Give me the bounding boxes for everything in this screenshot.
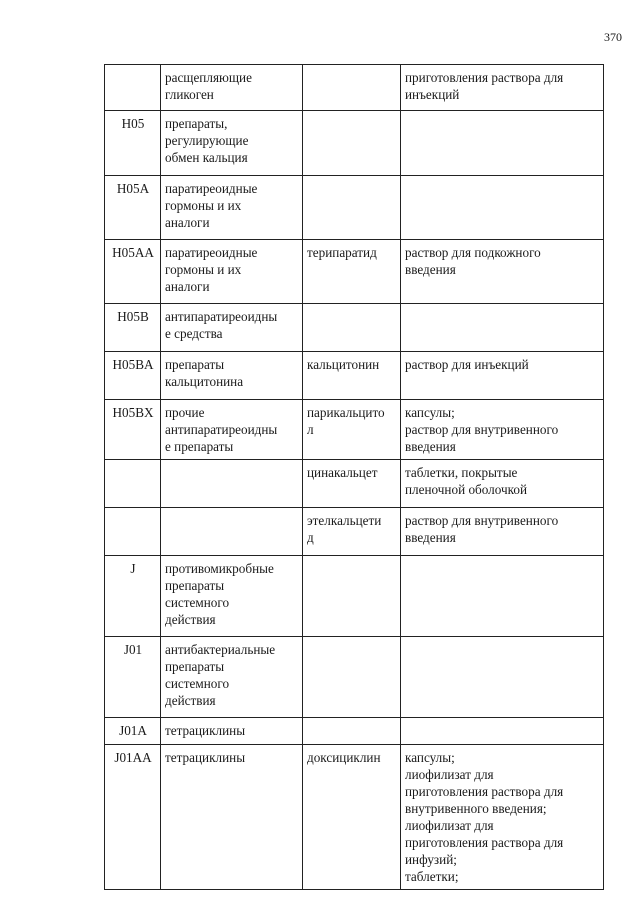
group-name-cell <box>161 240 303 304</box>
group-name-cell <box>161 637 303 718</box>
group-name-cell <box>161 304 303 352</box>
cell-text-line: введения <box>405 530 456 545</box>
cell-text-line: введения <box>405 439 456 454</box>
group-name-cell <box>161 352 303 400</box>
cell-text-line: терипаратид <box>307 245 377 260</box>
group-name-cell <box>161 65 303 111</box>
atc-code-cell: H05 <box>105 111 161 176</box>
cell-text-line: расщепляющие <box>165 70 252 85</box>
table-row <box>105 556 604 637</box>
atc-code-cell: H05A <box>105 176 161 240</box>
dosage-form-cell <box>401 718 604 745</box>
cell-text-line: пленочной оболочкой <box>405 482 528 497</box>
cell-text-line: приготовления раствора для <box>405 784 564 799</box>
group-name-cell <box>161 508 303 556</box>
group-name-cell <box>161 745 303 890</box>
group-name-cell <box>161 460 303 508</box>
cell-text-line: регулирующие <box>165 133 249 148</box>
atc-drug-table <box>104 64 604 890</box>
cell-text-line: лиофилизат для <box>405 767 494 782</box>
table-row <box>105 460 604 508</box>
cell-text-line: кальцитонина <box>165 374 244 389</box>
cell-text-line: парикальцито <box>307 405 385 420</box>
atc-code-cell: H05BA <box>105 352 161 400</box>
cell-text-line: препараты <box>165 578 225 593</box>
group-name-cell <box>161 556 303 637</box>
dosage-form-cell <box>401 240 604 304</box>
cell-text-line: препараты, <box>165 116 228 131</box>
atc-code-cell: J01A <box>105 718 161 745</box>
cell-text-line: паратиреоидные <box>165 245 258 260</box>
dosage-form-cell <box>401 508 604 556</box>
group-name-cell <box>161 400 303 460</box>
cell-text-line: цинакальцет <box>307 465 378 480</box>
cell-text-line: тетрациклины <box>165 750 246 765</box>
cell-text-line: таблетки; <box>405 869 459 884</box>
dosage-form-cell <box>401 556 604 637</box>
cell-text-line: л <box>307 422 314 437</box>
atc-code-cell: H05B <box>105 304 161 352</box>
atc-code-cell <box>105 508 161 556</box>
atc-code-cell: H05AA <box>105 240 161 304</box>
inn-cell <box>303 111 401 176</box>
cell-text-line: инфузий; <box>405 852 457 867</box>
dosage-form-cell <box>401 111 604 176</box>
dosage-form-cell <box>401 304 604 352</box>
inn-cell <box>303 65 401 111</box>
dosage-form-cell <box>401 65 604 111</box>
table-row <box>105 111 604 176</box>
table-row <box>105 240 604 304</box>
cell-text-line: таблетки, покрытые <box>405 465 518 480</box>
dosage-form-cell <box>401 400 604 460</box>
atc-code-cell: H05BX <box>105 400 161 460</box>
cell-text-line: введения <box>405 262 456 277</box>
cell-text-line: тетрациклины <box>165 723 246 738</box>
cell-text-line: действия <box>165 693 216 708</box>
cell-text-line: паратиреоидные <box>165 181 258 196</box>
cell-text-line: антипаратиреоидны <box>165 422 278 437</box>
cell-text-line: гликоген <box>165 87 214 102</box>
inn-cell <box>303 304 401 352</box>
cell-text-line: антибактериальные <box>165 642 276 657</box>
cell-text-line: е средства <box>165 326 223 341</box>
cell-text-line: капсулы; <box>405 750 455 765</box>
cell-text-line: инъекций <box>405 87 460 102</box>
page-number: 370 <box>604 30 622 44</box>
table-body <box>105 65 604 890</box>
cell-text-line: противомикробные <box>165 561 274 576</box>
cell-text-line: гормоны и их <box>165 262 242 277</box>
inn-cell <box>303 745 401 890</box>
cell-text-line: раствор для подкожного <box>405 245 541 260</box>
inn-cell <box>303 176 401 240</box>
dosage-form-cell <box>401 745 604 890</box>
cell-text-line: д <box>307 530 314 545</box>
table-row <box>105 745 604 890</box>
cell-text-line: препараты <box>165 357 225 372</box>
cell-text-line: кальцитонин <box>307 357 380 372</box>
group-name-cell <box>161 111 303 176</box>
cell-text-line: прочие <box>165 405 205 420</box>
inn-cell <box>303 508 401 556</box>
inn-cell <box>303 460 401 508</box>
cell-text-line: антипаратиреоидны <box>165 309 278 324</box>
group-name-cell <box>161 176 303 240</box>
cell-text-line: системного <box>165 676 230 691</box>
cell-text-line: системного <box>165 595 230 610</box>
dosage-form-cell <box>401 637 604 718</box>
inn-cell <box>303 400 401 460</box>
cell-text-line: раствор для внутривенного <box>405 513 559 528</box>
cell-text-line: гормоны и их <box>165 198 242 213</box>
table-row <box>105 718 604 745</box>
atc-code-cell <box>105 65 161 111</box>
inn-cell <box>303 637 401 718</box>
cell-text-line: действия <box>165 612 216 627</box>
table-row <box>105 508 604 556</box>
inn-cell <box>303 240 401 304</box>
atc-code-cell: J01AA <box>105 745 161 890</box>
atc-code-cell: J <box>105 556 161 637</box>
inn-cell <box>303 352 401 400</box>
atc-code-cell <box>105 460 161 508</box>
dosage-form-cell <box>401 176 604 240</box>
dosage-form-cell <box>401 460 604 508</box>
cell-text-line: е препараты <box>165 439 234 454</box>
cell-text-line: обмен кальция <box>165 150 248 165</box>
dosage-form-cell <box>401 352 604 400</box>
cell-text-line: аналоги <box>165 215 210 230</box>
cell-text-line: приготовления раствора для <box>405 70 564 85</box>
table-row <box>105 176 604 240</box>
cell-text-line: этелкальцети <box>307 513 382 528</box>
inn-cell <box>303 718 401 745</box>
cell-text-line: внутривенного введения; <box>405 801 547 816</box>
cell-text-line: препараты <box>165 659 225 674</box>
cell-text-line: аналоги <box>165 279 210 294</box>
cell-text-line: капсулы; <box>405 405 455 420</box>
cell-text-line: лиофилизат для <box>405 818 494 833</box>
cell-text-line: раствор для инъекций <box>405 357 529 372</box>
cell-text-line: приготовления раствора для <box>405 835 564 850</box>
cell-text-line: раствор для внутривенного <box>405 422 559 437</box>
table-row <box>105 304 604 352</box>
atc-code-cell: J01 <box>105 637 161 718</box>
cell-text-line: доксициклин <box>307 750 381 765</box>
table-row <box>105 637 604 718</box>
table-row <box>105 400 604 460</box>
table-row <box>105 352 604 400</box>
table-row <box>105 65 604 111</box>
group-name-cell <box>161 718 303 745</box>
inn-cell <box>303 556 401 637</box>
